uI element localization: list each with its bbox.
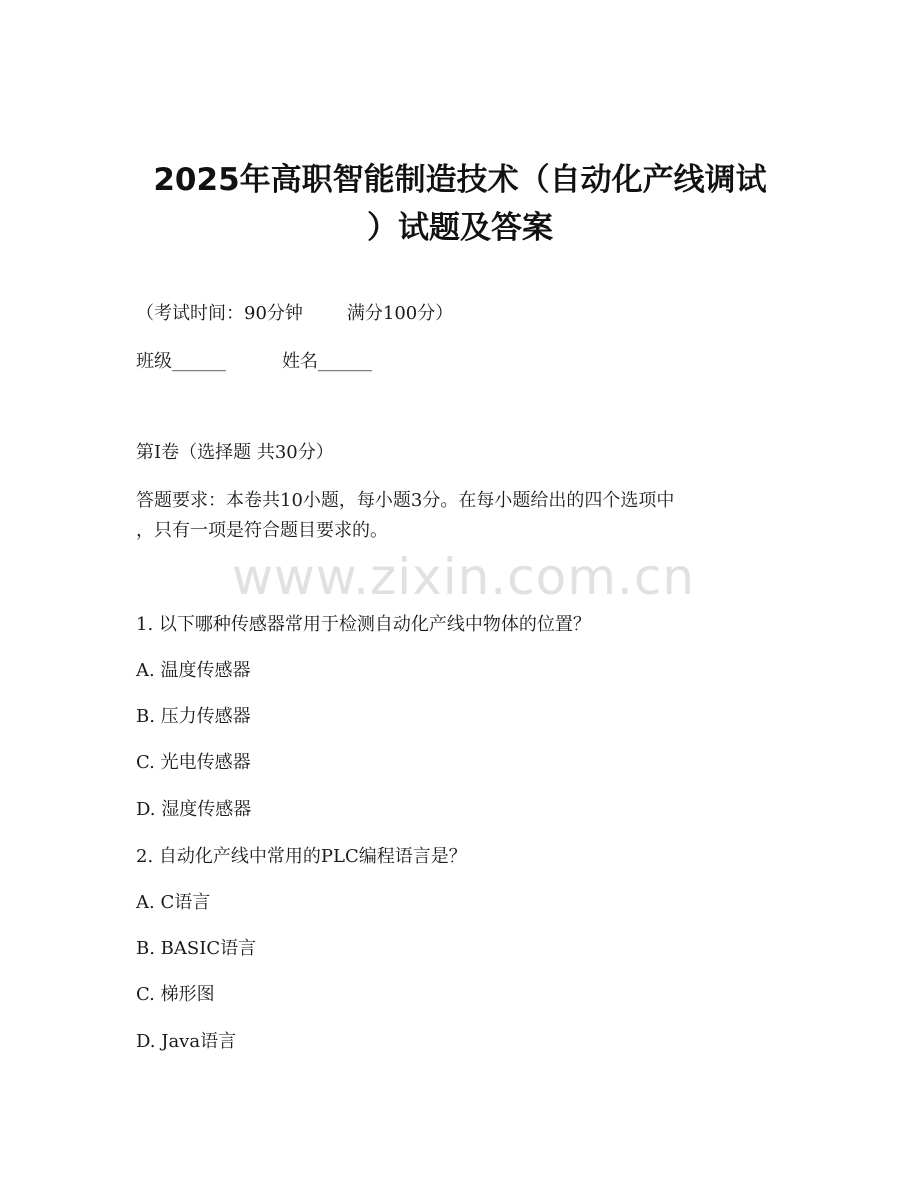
section-instructions-line-2: ，只有一项是符合题目要求的。 xyxy=(136,520,388,541)
question-2-option-b: B. BASIC语言 xyxy=(136,938,257,959)
document-title-line-2: ）试题及答案 xyxy=(367,210,553,246)
class-field: 班级______ xyxy=(136,351,226,372)
question-1-option-b: B. 压力传感器 xyxy=(136,706,251,727)
exam-score: 满分100分） xyxy=(346,303,454,324)
document-title-line-1: 2025年高职智能制造技术（自动化产线调试 xyxy=(153,162,767,198)
question-2-option-c: C. 梯形图 xyxy=(136,984,215,1005)
student-fields xyxy=(136,350,372,374)
watermark-text: www.zixin.com.cn xyxy=(232,548,696,606)
exam-info xyxy=(136,302,453,326)
exam-time: （考试时间：90分钟 xyxy=(136,303,303,324)
question-2-option-d: D. Java语言 xyxy=(136,1031,237,1052)
section-heading: 第I卷（选择题 共30分） xyxy=(136,442,334,463)
name-field: 姓名______ xyxy=(282,351,372,372)
question-1-option-c: C. 光电传感器 xyxy=(136,752,251,773)
question-2-stem: 2. 自动化产线中常用的PLC编程语言是？ xyxy=(136,846,467,867)
question-1-option-d: D. 湿度传感器 xyxy=(136,799,252,820)
section-instructions-line-1: 答题要求：本卷共10小题，每小题3分。在每小题给出的四个选项中 xyxy=(136,490,675,511)
question-2-option-a: A. C语言 xyxy=(136,892,211,913)
question-1-stem: 1. 以下哪种传感器常用于检测自动化产线中物体的位置？ xyxy=(136,614,591,635)
question-1-option-a: A. 温度传感器 xyxy=(136,660,251,681)
